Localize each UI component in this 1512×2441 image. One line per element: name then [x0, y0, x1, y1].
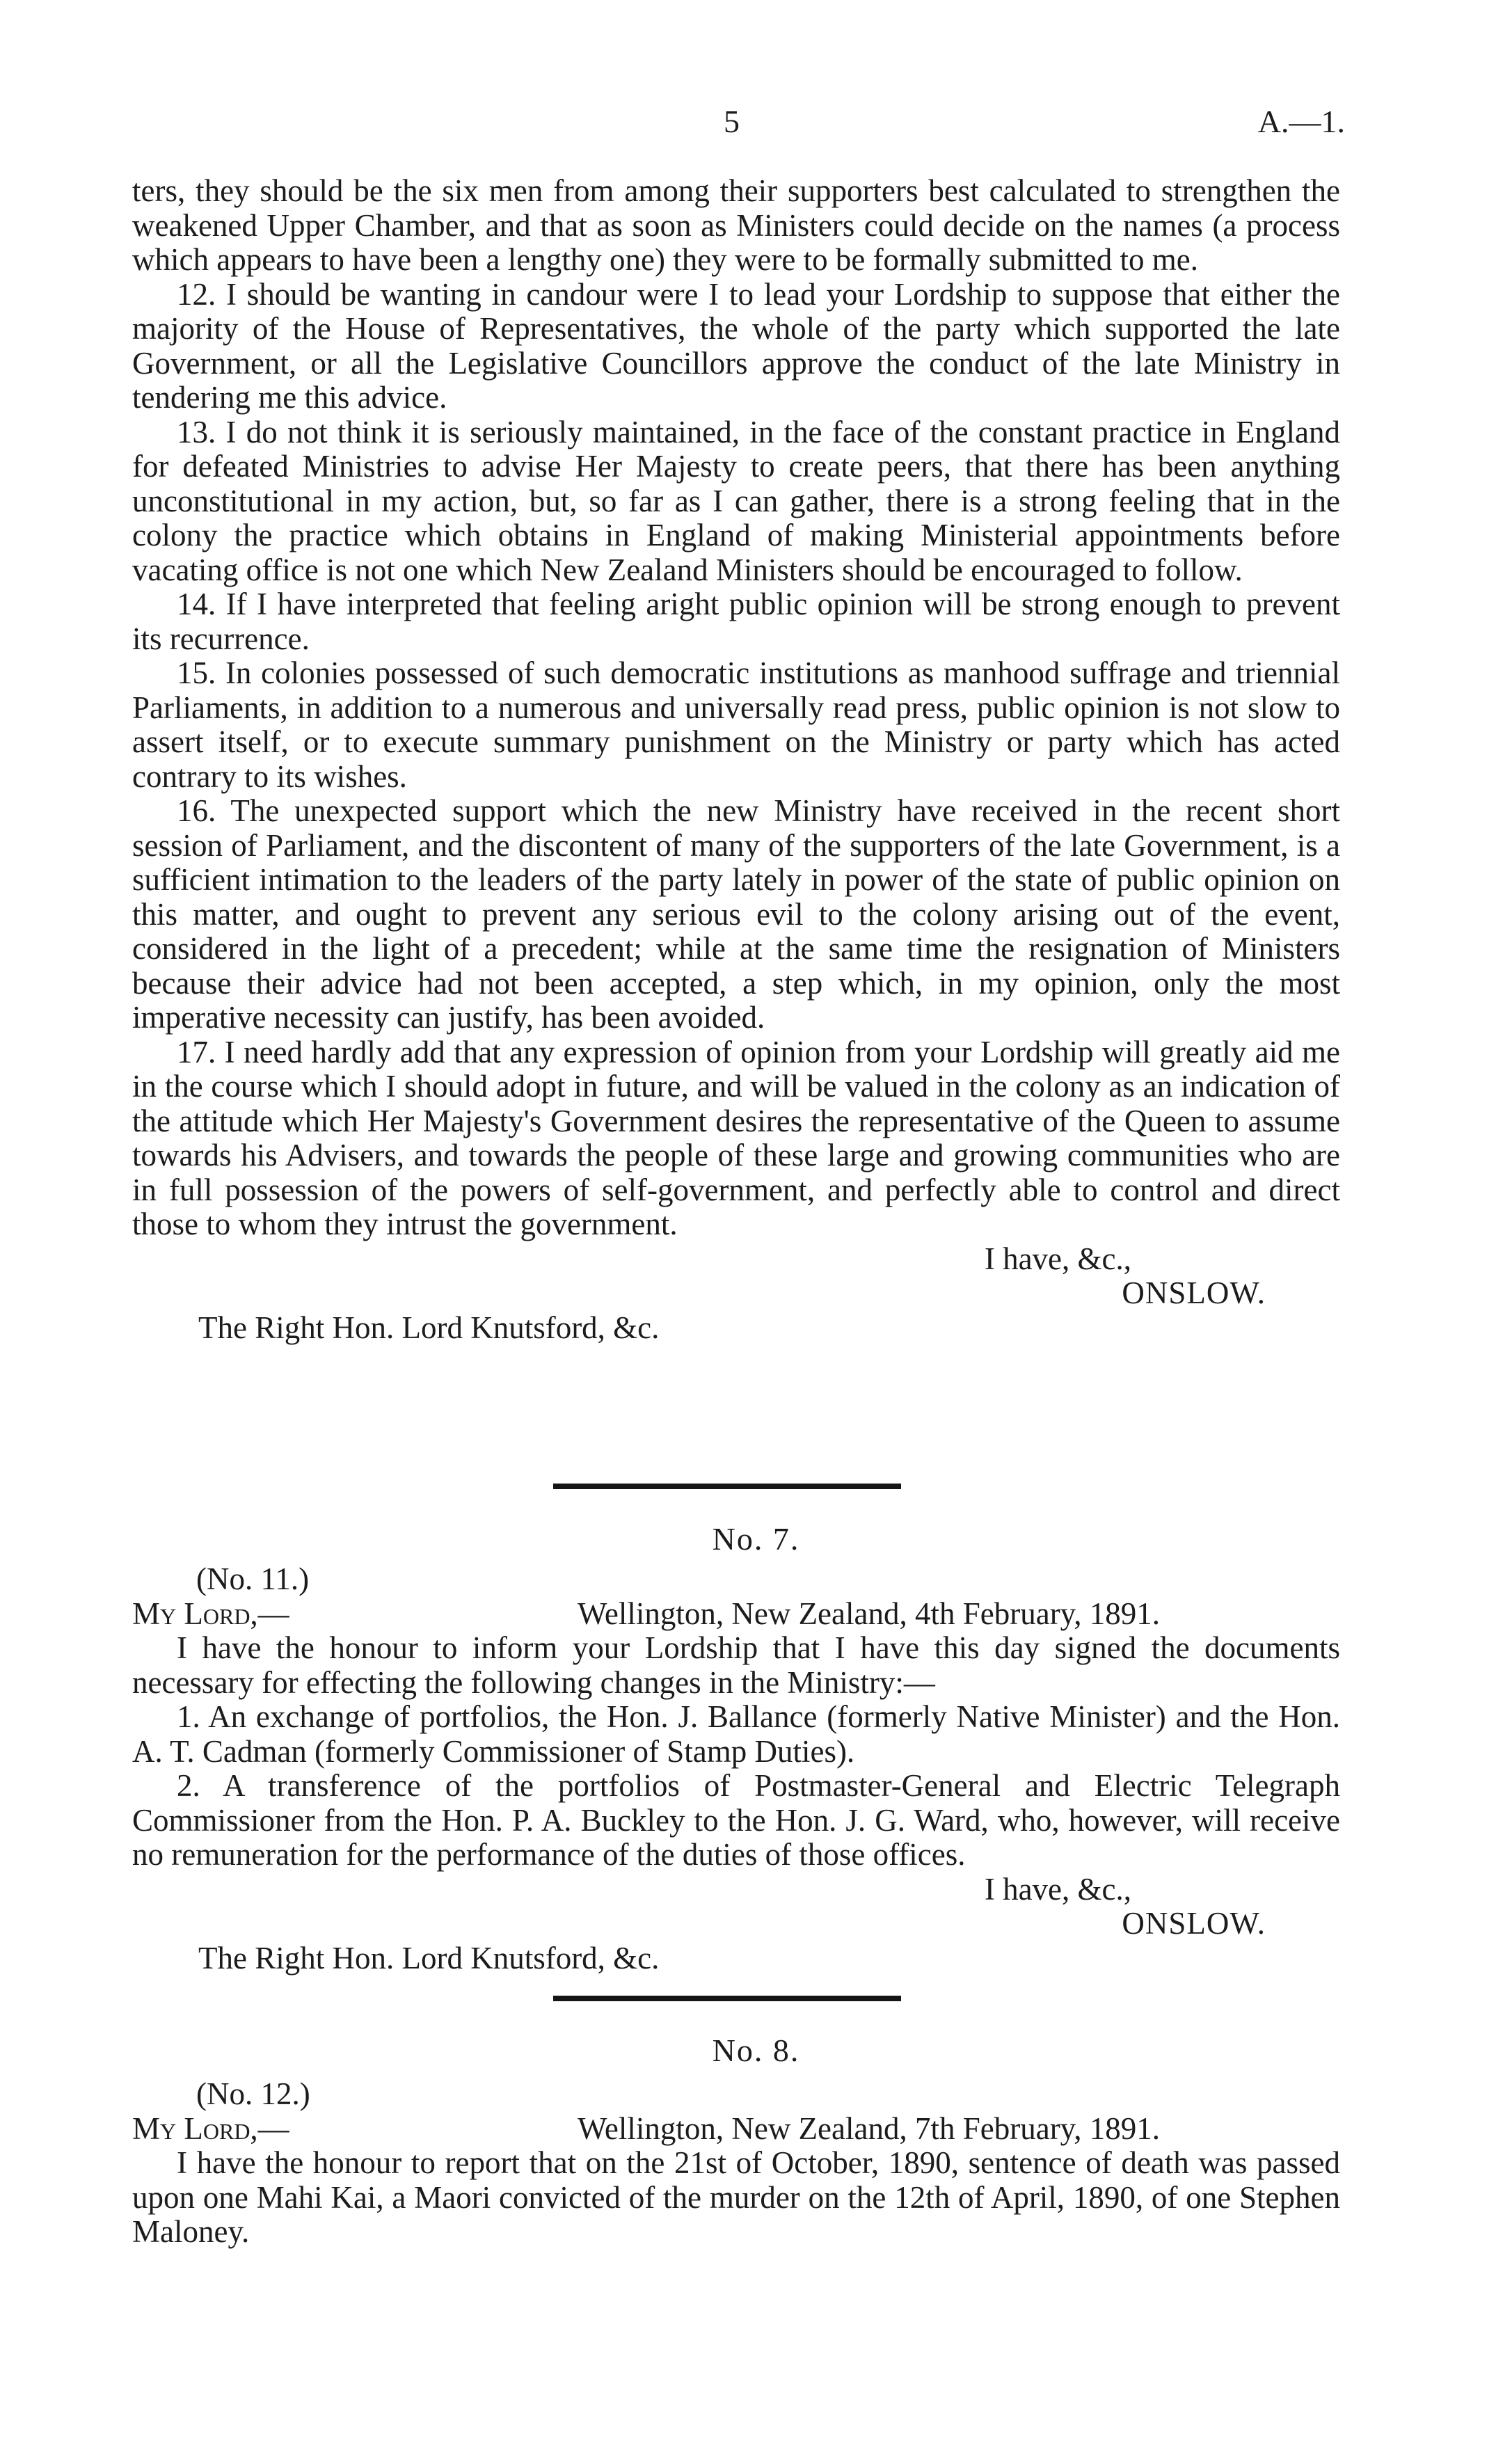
salutation-line — [132, 2112, 1340, 2147]
section-divider — [553, 1484, 901, 1489]
letter-no-7 — [132, 1562, 1340, 1975]
letter-heading-no-8: No. 8. — [712, 2033, 800, 2068]
letter-reference: (No. 12.) — [196, 2076, 310, 2111]
paragraph-12: 12. I should be wanting in candour were I to lead your Lordship to suppose that either the majority of the House of Representatives, the whole of the party which supported the late Government, or all the Legislative Councillors approve the conduct of the late Ministry in tendering me this advice. — [132, 276, 1340, 415]
series-reference: A.—1. — [1257, 104, 1345, 139]
paragraph-13: 13. I do not think it is seriously maintained, in the face of the constant practice in England for defeated Ministries to advise Her Majesty to create peers, that there has been anything unconstitutional in my action, but, so far as I can gather, there is a strong feeling that in the colony the practice which obtains in England of making Ministerial appointments before vacating office is not one which New Zealand Ministers should be encouraged to follow. — [132, 414, 1340, 587]
letter-paragraph: I have the honour to inform your Lordship that I have this day signed the documents necessary for effecting the following changes in the Ministry:— — [132, 1630, 1340, 1700]
signature: ONSLOW. — [1122, 1275, 1266, 1310]
paragraph-15: 15. In colonies possessed of such democratic institutions as manhood suffrage and triennial Parliaments, in addition to a numerous and universally read press, public opinion is not slow to assert itself, or to execute summary punishment on the Ministry or party which has acted contrary to its wishes. — [132, 655, 1340, 794]
salutation: My Lord,— — [132, 2110, 289, 2146]
salutation: My Lord,— — [132, 1596, 289, 1631]
paragraph-continuation: ters, they should be the six men from among their supporters best calculated to strengthen the weakened Upper Chamber, and that as soon as Ministers could decide on the names (a process which appears to have been a lengthy one) they were to be formally submitted to me. — [132, 173, 1340, 277]
section-divider — [553, 1996, 901, 2001]
addressee: The Right Hon. Lord Knutsford, &c. — [198, 1940, 660, 1975]
letter-paragraph: 2. A transference of the portfolios of Postmaster-General and Electric Telegraph Commissioner from the Hon. P. A. Buckley to the Hon. J. G. Ward, who, however, will receive no remuneration for the performance of the duties of those offices. — [132, 1768, 1340, 1872]
addressee: The Right Hon. Lord Knutsford, &c. — [198, 1310, 660, 1345]
closing: I have, &c., — [984, 1871, 1131, 1907]
letter-heading-no-7: No. 7. — [712, 1521, 800, 1557]
closing: I have, &c., — [984, 1241, 1131, 1276]
salutation-line — [132, 1597, 1340, 1632]
paragraph-14: 14. If I have interpreted that feeling aright public opinion will be strong enough to prevent its recurrence. — [132, 587, 1340, 656]
letter-paragraph: I have the honour to report that on the 21st of October, 1890, sentence of death was passed upon one Mahi Kai, a Maori convicted of the murder on the 12th of April, 1890, of one Stephen Maloney. — [132, 2145, 1340, 2249]
letter-paragraph: 1. An exchange of portfolios, the Hon. J. Ballance (formerly Native Minister) and the Hon. A. T. Cadman (formerly Commissioner of Stamp Duties). — [132, 1699, 1340, 1769]
letter-reference: (No. 11.) — [196, 1561, 310, 1596]
paragraph-16: 16. The unexpected support which the new Ministry have received in the recent short session of Parliament, and the discontent of many of the supporters of the late Government, is a sufficient intimation to the leaders of the party lately in power of the state of public opinion on this matter, and ought to prevent any serious evil to the colony arising out of the event, considered in the light of a precedent; while at the same time the resignation of Ministers because their advice had not been accepted, a step which, in my opinion, only the most imperative necessity can justify, has been avoided. — [132, 793, 1340, 1035]
letter-no-8 — [132, 2077, 1340, 2250]
despatch-continuation — [132, 174, 1340, 1345]
signature: ONSLOW. — [1122, 1906, 1266, 1941]
paragraph-17: 17. I need hardly add that any expression of opinion from your Lordship will greatly aid me in the course which I should adopt in future, and will be valued in the colony as an indication of the attitude which Her Majesty's Government desires the representative of the Queen to assume towards his Advisers, and towards the people of these large and growing communities who are in full possession of the powers of self-government, and perfectly able to control and direct those to whom they intrust the government. — [132, 1034, 1340, 1241]
page-number: 5 — [724, 104, 740, 139]
dateline: Wellington, New Zealand, 7th February, 1891. — [578, 2110, 1161, 2146]
dateline: Wellington, New Zealand, 4th February, 1891. — [578, 1596, 1161, 1631]
